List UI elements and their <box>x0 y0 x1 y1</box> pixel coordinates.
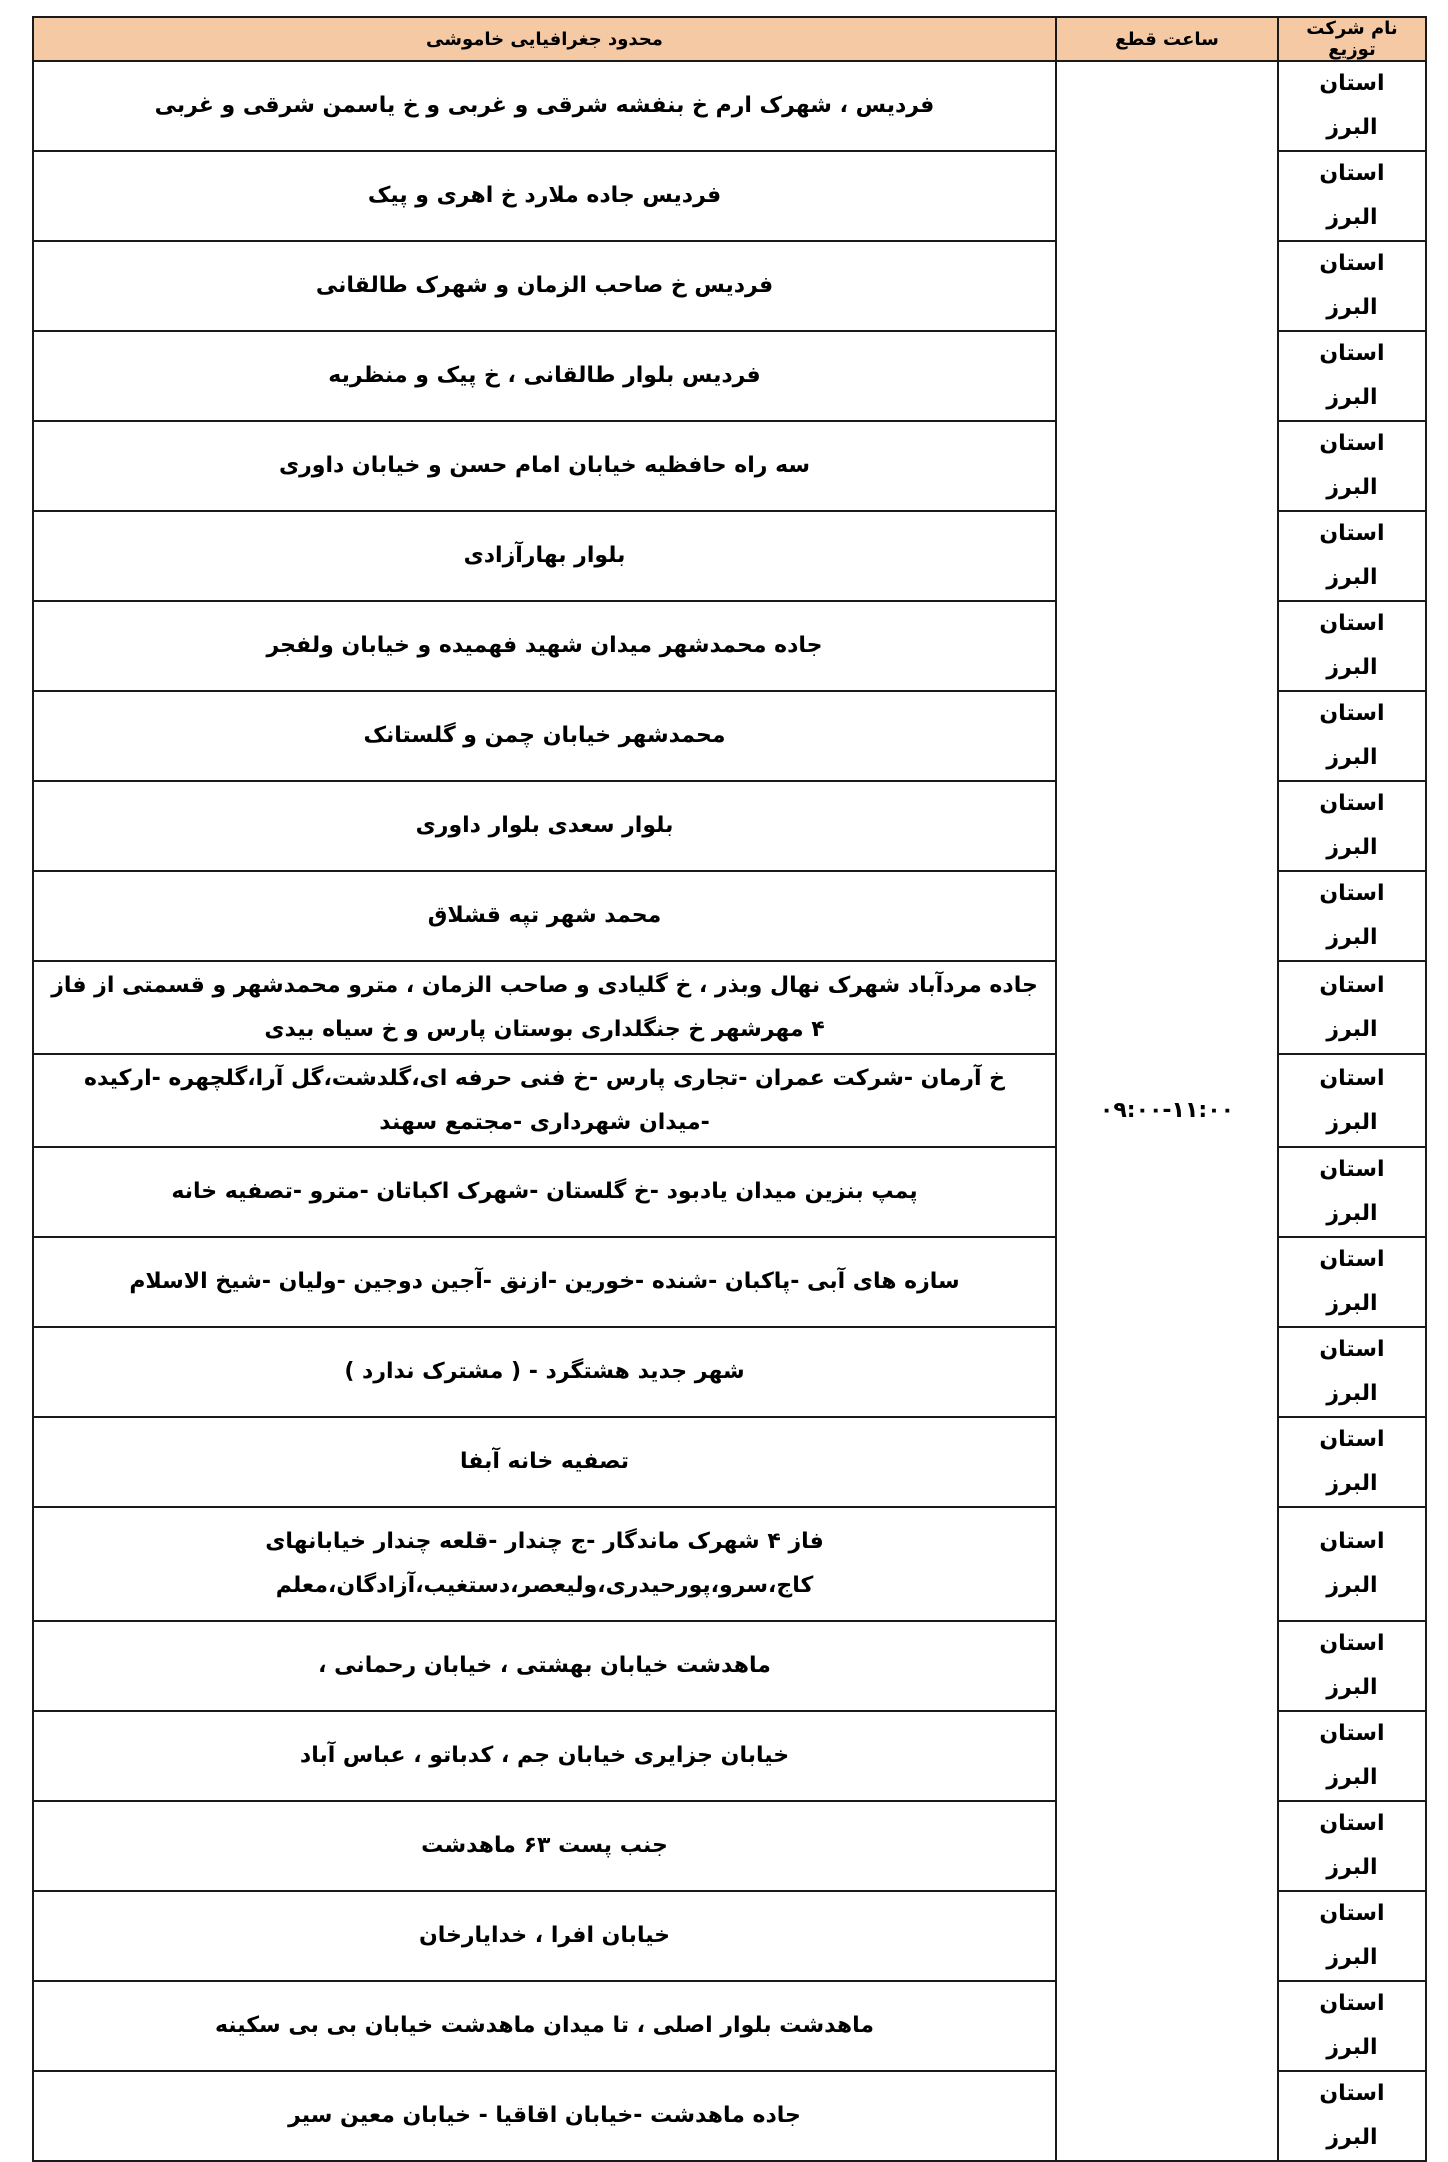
area-cell: فاز ۴ شهرک ماندگار -ج چندار -قلعه چندار خیابانهای کاج،سرو،پورحیدری،ولیعصر،دستغیب،آزادگان،معلم <box>33 1507 1056 1621</box>
area-cell: خیابان جزایری خیابان جم ، کدباتو ، عباس آباد <box>33 1711 1056 1801</box>
company-cell: استان البرز <box>1278 1801 1426 1891</box>
company-cell: استان البرز <box>1278 781 1426 871</box>
company-cell: استان البرز <box>1278 241 1426 331</box>
area-cell: جاده محمدشهر میدان شهید فهمیده و خیابان ولفجر <box>33 601 1056 691</box>
area-cell: پمپ بنزین میدان یادبود -خ گلستان -شهرک اکباتان -مترو -تصفیه خانه <box>33 1147 1056 1237</box>
company-cell: استان البرز <box>1278 331 1426 421</box>
area-column-header: محدود جغرافیایی خاموشی <box>33 17 1056 61</box>
area-cell: محمدشهر خیابان چمن و گلستانک <box>33 691 1056 781</box>
table-row <box>33 61 1426 151</box>
company-cell: استان البرز <box>1278 1417 1426 1507</box>
area-cell: فردیس بلوار طالقانی ، خ پیک و منظریه <box>33 331 1056 421</box>
company-cell: استان البرز <box>1278 1237 1426 1327</box>
area-cell: ماهدشت خیابان بهشتی ، خیابان رحمانی ، <box>33 1621 1056 1711</box>
company-cell: استان البرز <box>1278 61 1426 151</box>
area-cell: بلوار بهارآزادی <box>33 511 1056 601</box>
company-cell: استان البرز <box>1278 1507 1426 1621</box>
area-cell: تصفیه خانه آبفا <box>33 1417 1056 1507</box>
outage-time-cell: ۰۹:۰۰-۱۱:۰۰ <box>1056 61 1278 2161</box>
company-cell: استان البرز <box>1278 2071 1426 2161</box>
table-header <box>33 17 1426 61</box>
company-cell: استان البرز <box>1278 961 1426 1054</box>
company-cell: استان البرز <box>1278 151 1426 241</box>
company-cell: استان البرز <box>1278 421 1426 511</box>
area-cell: جاده مردآباد شهرک نهال وبذر ، خ گلیادی و صاحب الزمان ، مترو محمدشهر و قسمتی از فاز ۴ مهرشهر خ جنگلداری بوستان پارس و خ سیاه بیدی <box>33 961 1056 1054</box>
time-column-header: ساعت قطع <box>1056 17 1278 61</box>
table-body <box>33 61 1426 2161</box>
company-cell: استان البرز <box>1278 1711 1426 1801</box>
area-cell: جنب پست ۶۳ ماهدشت <box>33 1801 1056 1891</box>
area-cell: جاده ماهدشت -خیابان اقاقیا - خیابان معین سیر <box>33 2071 1056 2161</box>
outage-schedule-table <box>32 16 1427 2162</box>
company-cell: استان البرز <box>1278 1621 1426 1711</box>
company-cell: استان البرز <box>1278 601 1426 691</box>
area-cell: سه راه حافظیه خیابان امام حسن و خیابان داوری <box>33 421 1056 511</box>
company-cell: استان البرز <box>1278 871 1426 961</box>
company-cell: استان البرز <box>1278 1054 1426 1147</box>
company-cell: استان البرز <box>1278 1891 1426 1981</box>
company-cell: استان البرز <box>1278 691 1426 781</box>
company-column-header: نام شرکت توزیع <box>1278 17 1426 61</box>
company-cell: استان البرز <box>1278 511 1426 601</box>
company-cell: استان البرز <box>1278 1147 1426 1237</box>
header-row <box>33 17 1426 61</box>
area-cell: بلوار سعدی بلوار داوری <box>33 781 1056 871</box>
area-cell: شهر جدید هشتگرد - ( مشترک ندارد ) <box>33 1327 1056 1417</box>
area-cell: خ آرمان -شرکت عمران -تجاری پارس -خ فنی حرفه ای،گلدشت،گل آرا،گلچهره -ارکیده -میدان شهرداری -مجتمع سهند <box>33 1054 1056 1147</box>
area-cell: خیابان افرا ، خدایارخان <box>33 1891 1056 1981</box>
area-cell: ماهدشت بلوار اصلی ، تا میدان ماهدشت خیابان بی بی سکینه <box>33 1981 1056 2071</box>
company-cell: استان البرز <box>1278 1981 1426 2071</box>
area-cell: فردیس جاده ملارد خ اهری و پیک <box>33 151 1056 241</box>
company-cell: استان البرز <box>1278 1327 1426 1417</box>
area-cell: فردیس خ صاحب الزمان و شهرک طالقانی <box>33 241 1056 331</box>
area-cell: محمد شهر تپه قشلاق <box>33 871 1056 961</box>
area-cell: فردیس ، شهرک ارم خ بنفشه شرقی و غربی و خ یاسمن شرقی و غربی <box>33 61 1056 151</box>
area-cell: سازه های آبی -پاکبان -شنده -خورین -ازنق -آجین دوجین -ولیان -شیخ الاسلام <box>33 1237 1056 1327</box>
